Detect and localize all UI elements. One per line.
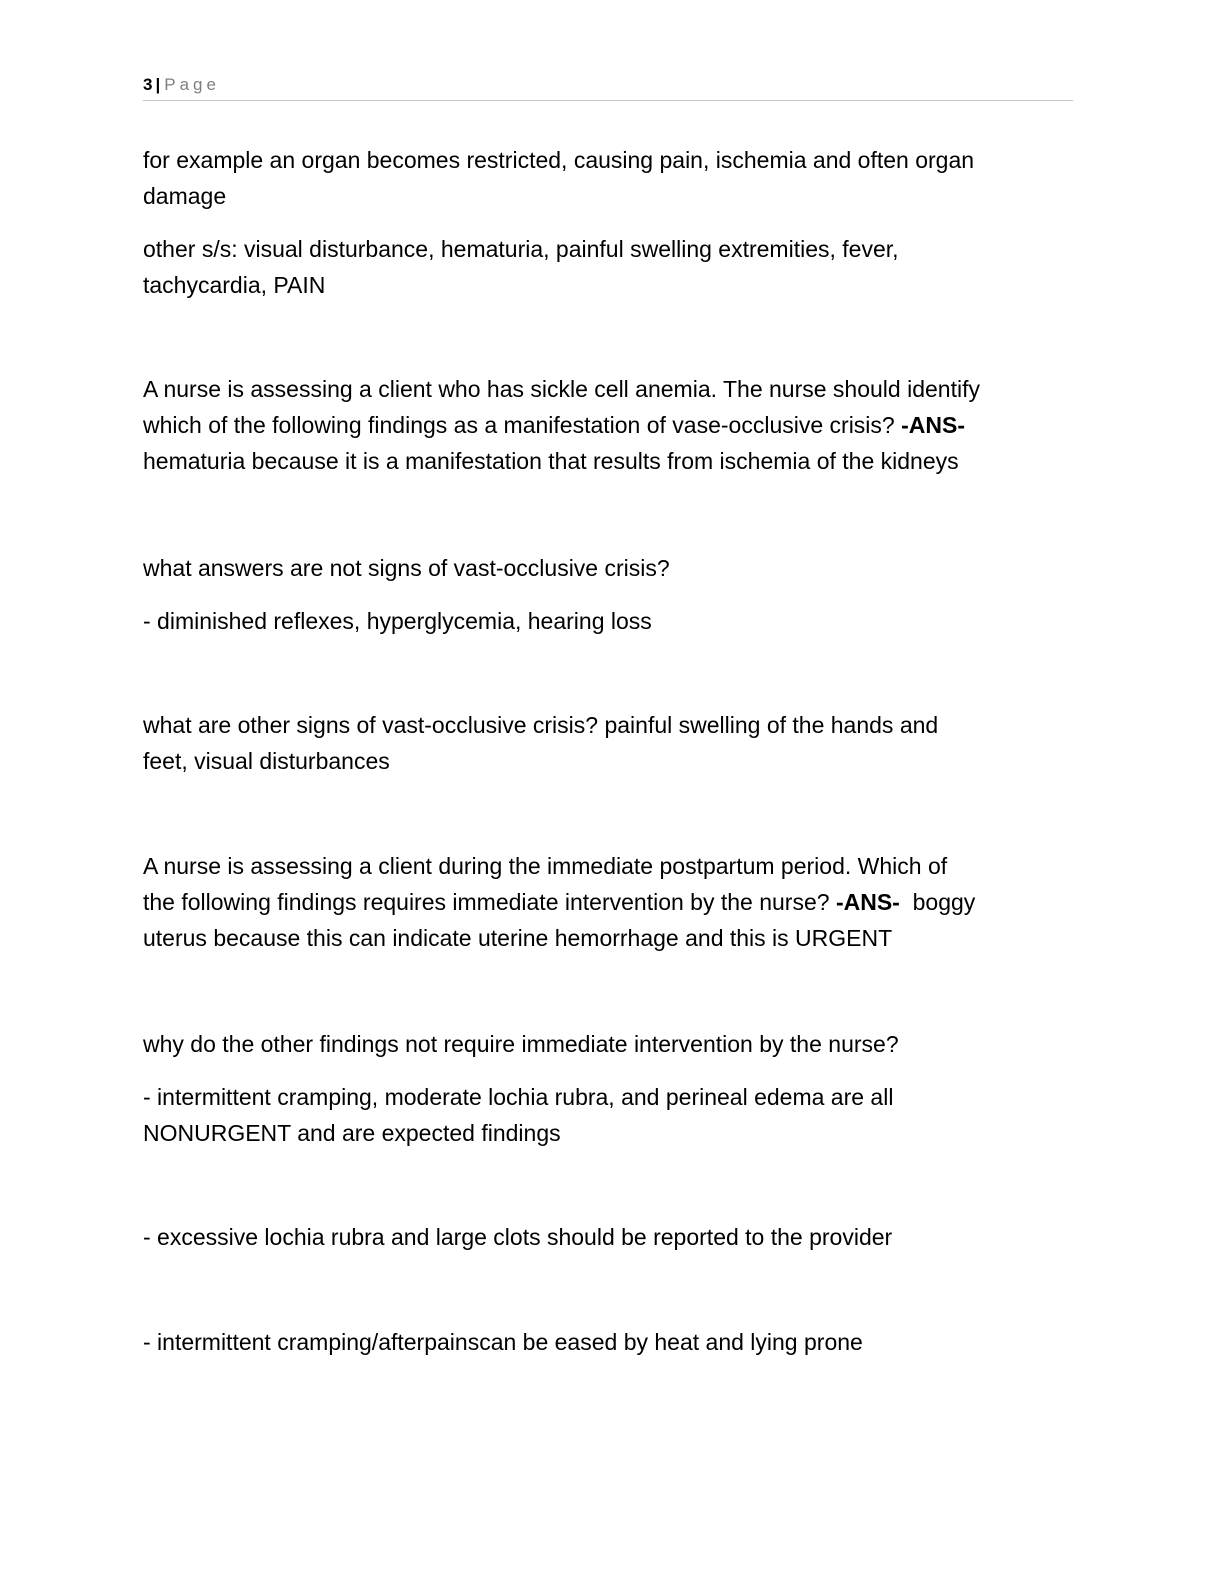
question-vaso-occlusive-manifestation [143,371,1083,479]
answer-not-signs [143,603,1083,639]
text-line: other s/s: visual disturbance, hematuria, painful swelling extremities, fever, [143,236,899,262]
question-text: which of the following findings as a manifestation of vase-occlusive crisis? [143,412,902,438]
answer-marker: -ANS- [835,889,900,915]
page-number: 3 [143,75,153,94]
answer-text: hematuria because it is a manifestation that results from ischemia of the kidneys [143,448,959,474]
answer-text: uterus because this can indicate uterine hemorrhage and this is URGENT [143,925,893,951]
text-line: damage [143,183,227,209]
answer-text: boggy [899,889,976,915]
answer-marker: -ANS- [901,412,965,438]
paragraph-other-signs [143,231,1083,303]
page-label: Page [164,75,220,94]
text-line: - intermittent cramping, moderate lochia rubra, and perineal edema are all [143,1084,894,1110]
text-line: tachycardia, PAIN [143,272,326,298]
note-afterpains [143,1324,1083,1360]
text-line: feet, visual disturbances [143,748,390,774]
text-line: NONURGENT and are expected findings [143,1120,561,1146]
note-excessive-lochia [143,1219,1083,1255]
text-line: A nurse is assessing a client who has sickle cell anemia. The nurse should identify [143,376,980,402]
paragraph-organ-restriction [143,142,1083,214]
text-line: - intermittent cramping/afterpainscan be eased by heat and lying prone [143,1329,863,1355]
question-not-signs [143,550,1083,586]
answer-non-urgent [143,1079,1083,1151]
text-line: what are other signs of vast-occlusive crisis? painful swelling of the hands and [143,712,939,738]
page-separator: | [155,75,161,94]
question-other-signs [143,707,1083,779]
text-line: - excessive lochia rubra and large clots should be reported to the provider [143,1224,893,1250]
text-line: for example an organ becomes restricted, causing pain, ischemia and often organ [143,147,975,173]
question-postpartum [143,848,1083,956]
text-line [143,884,1083,920]
question-text: why do the other findings not require immediate intervention by the nurse? [143,1031,899,1057]
text-line [143,407,1083,443]
text-line: A nurse is assessing a client during the immediate postpartum period. Which of [143,853,948,879]
page-header [143,74,1073,101]
question-non-urgent [143,1026,1083,1062]
question-text: what answers are not signs of vast-occlusive crisis? [143,555,670,581]
question-text: the following findings requires immediate intervention by the nurse? [143,889,836,915]
answer-text: - diminished reflexes, hyperglycemia, hearing loss [143,608,652,634]
